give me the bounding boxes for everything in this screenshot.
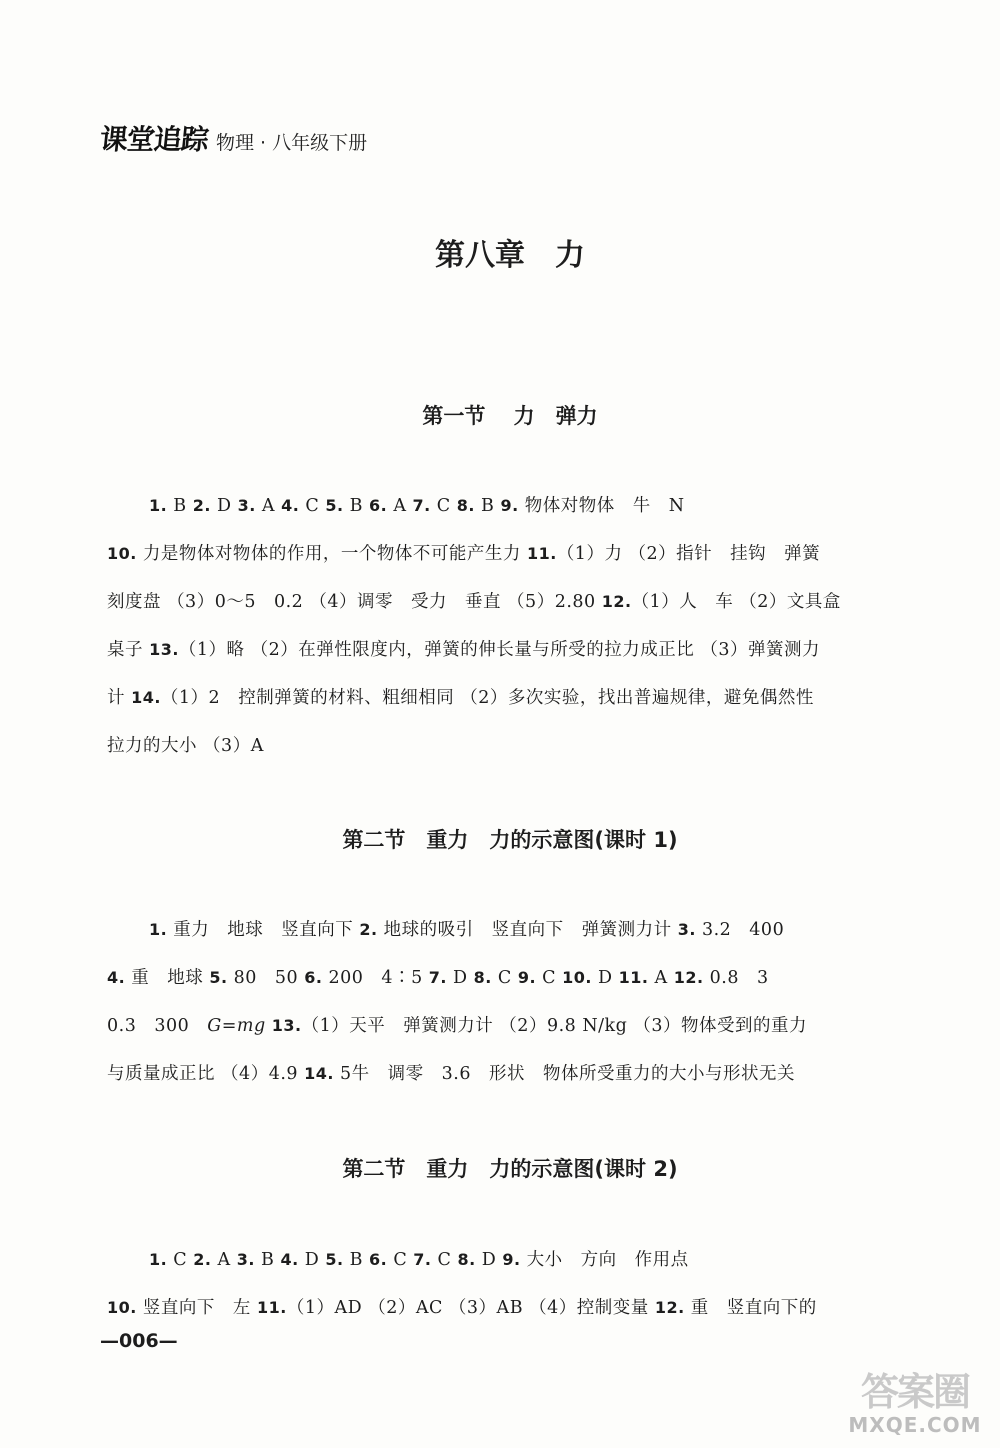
answer-line <box>107 722 922 770</box>
answer-text: 重 竖直向下的 <box>684 1298 817 1318</box>
answer-text: B <box>474 496 501 516</box>
answer-text: D <box>298 1250 326 1270</box>
answer-text: C <box>167 1250 194 1270</box>
answer-block <box>107 906 922 1098</box>
question-number: 13. <box>271 1016 302 1035</box>
book-header <box>100 118 367 158</box>
question-number: 14. <box>131 688 161 707</box>
answer-block <box>107 482 922 770</box>
answer-text: （1）天平 弹簧测力计 （2）9.8 N/kg （3）物体受到的重力 <box>301 1016 808 1036</box>
answer-text: 竖直向下 左 <box>136 1298 257 1318</box>
answer-text: 计 <box>107 688 132 708</box>
question-number: 2. <box>192 496 211 515</box>
section-title: 第二节 重力 力的示意图(课时 1) <box>342 828 678 852</box>
question-number: 10. <box>562 968 592 987</box>
question-number: 7. <box>413 1250 432 1269</box>
answer-text: D <box>475 1250 503 1270</box>
question-number: 1. <box>149 1250 168 1269</box>
page-number: —006— <box>100 1330 178 1352</box>
question-number: 3. <box>677 920 696 939</box>
question-number: 7. <box>428 968 447 987</box>
question-number: 13. <box>149 640 179 659</box>
answer-line <box>107 530 922 578</box>
answer-text: C <box>387 1250 414 1270</box>
question-number: 10. <box>107 1298 137 1317</box>
question-number: 9. <box>500 496 519 515</box>
section-title: 第二节 重力 力的示意图(课时 2) <box>342 1157 678 1181</box>
answer-text: 拉力的大小 （3）A <box>107 736 264 756</box>
answer-text: B <box>343 496 370 516</box>
question-number: 9. <box>517 968 537 987</box>
answer-text: C <box>431 1250 458 1270</box>
answer-text: C <box>536 968 563 988</box>
answer-line <box>107 1236 922 1284</box>
answer-line <box>107 674 922 722</box>
answer-line <box>107 906 922 954</box>
answer-text: 重 地球 <box>125 968 210 988</box>
question-number: 6. <box>304 968 323 987</box>
answer-text: B <box>167 496 193 516</box>
question-number: 1. <box>149 496 168 515</box>
answer-text: C <box>430 496 457 516</box>
answer-text: 0.3 300 <box>107 1016 208 1036</box>
question-number: 2. <box>359 920 378 939</box>
answer-text: C <box>299 496 326 516</box>
question-number: 2. <box>193 1250 212 1269</box>
answer-text: B <box>254 1250 281 1270</box>
answer-line <box>107 578 922 626</box>
answer-text: （1）AD （2）AC （3）AB （4）控制变量 <box>286 1298 655 1318</box>
question-number: 12. <box>654 1298 685 1317</box>
question-number: 5. <box>325 1250 344 1269</box>
question-number: 5. <box>209 968 228 987</box>
answer-line <box>107 1002 922 1050</box>
chapter-title: 第八章 力 <box>435 238 585 273</box>
question-number: 11. <box>618 968 649 987</box>
answer-text: 大小 方向 作用点 <box>520 1250 689 1270</box>
answer-text: 力是物体对物体的作用，一个物体不可能产生力 <box>136 544 527 564</box>
answer-line <box>107 482 922 530</box>
answer-text: 重力 地球 竖直向下 <box>167 920 360 940</box>
question-number: 8. <box>457 1250 476 1269</box>
answer-line <box>107 1284 922 1332</box>
question-number: 3. <box>237 496 256 515</box>
question-number: 10. <box>107 544 137 563</box>
answer-text: 0.8 3 <box>703 968 769 988</box>
book-logo: 课堂追踪 <box>98 123 210 156</box>
answer-text: 刻度盘 （3）0～5 0.2 （4）调零 受力 垂直 （5）2.80 <box>107 592 602 612</box>
answer-text: （1）2 控制弹簧的材料、粗细相同 （2）多次实验，找出普遍规律，避免偶然性 <box>160 688 814 708</box>
answer-text: 桌子 <box>107 640 150 660</box>
answer-text: A <box>387 496 413 516</box>
question-number: 4. <box>281 496 300 515</box>
question-number: 9. <box>502 1250 521 1269</box>
watermark-logo <box>840 1370 990 1440</box>
answer-text: （1）人 车 （2）文具盒 <box>631 592 841 612</box>
question-number: 3. <box>236 1250 255 1269</box>
question-number: 1. <box>149 920 168 939</box>
answer-text: 物体对物体 牛 N <box>518 496 685 516</box>
answer-text: 3.2 400 <box>695 920 785 940</box>
answer-text: （1）略 （2）在弹性限度内，弹簧的伸长量与所受的拉力成正比 （3）弹簧测力 <box>178 640 820 660</box>
answer-text: （1）力 （2）指针 挂钩 弹簧 <box>556 544 821 564</box>
question-number: 11. <box>256 1298 287 1317</box>
answer-text: A <box>648 968 674 988</box>
section-title: 第一节 力 弹力 <box>422 404 598 428</box>
question-number: 12. <box>601 592 632 611</box>
question-number: 7. <box>412 496 431 515</box>
answer-text: 80 50 <box>227 968 305 988</box>
question-number: 11. <box>526 544 557 563</box>
question-number: 12. <box>673 968 704 987</box>
answer-text: B <box>343 1250 370 1270</box>
question-number: 4. <box>280 1250 299 1269</box>
question-number: 8. <box>473 968 492 987</box>
answer-text: A <box>255 496 282 516</box>
question-number: 6. <box>369 1250 388 1269</box>
watermark-icon: 答案圈 <box>860 1370 969 1414</box>
answer-text: 200 4∶5 <box>322 968 429 988</box>
question-number: 5. <box>325 496 344 515</box>
formula: G=mg <box>207 1016 266 1036</box>
question-number: 14. <box>304 1064 334 1083</box>
question-number: 4. <box>107 968 126 987</box>
question-number: 8. <box>456 496 475 515</box>
answer-line <box>107 626 922 674</box>
answer-text: 地球的吸引 竖直向下 弹簧测力计 <box>377 920 678 940</box>
answer-text: D <box>446 968 474 988</box>
answer-text: A <box>211 1250 237 1270</box>
answer-text: C <box>491 968 518 988</box>
answer-text: D <box>210 496 238 516</box>
answer-text: 5牛 调零 3.6 形状 物体所受重力的大小与形状无关 <box>333 1064 795 1084</box>
answer-text: 与质量成正比 （4）4.9 <box>107 1064 305 1084</box>
answer-line <box>107 954 922 1002</box>
answer-text: D <box>591 968 619 988</box>
answer-block <box>107 1236 922 1332</box>
answer-line <box>107 1050 922 1098</box>
question-number: 6. <box>369 496 388 515</box>
watermark-url: MXQE.COM <box>848 1413 982 1437</box>
book-subject: 物理 · 八年级下册 <box>216 132 368 154</box>
